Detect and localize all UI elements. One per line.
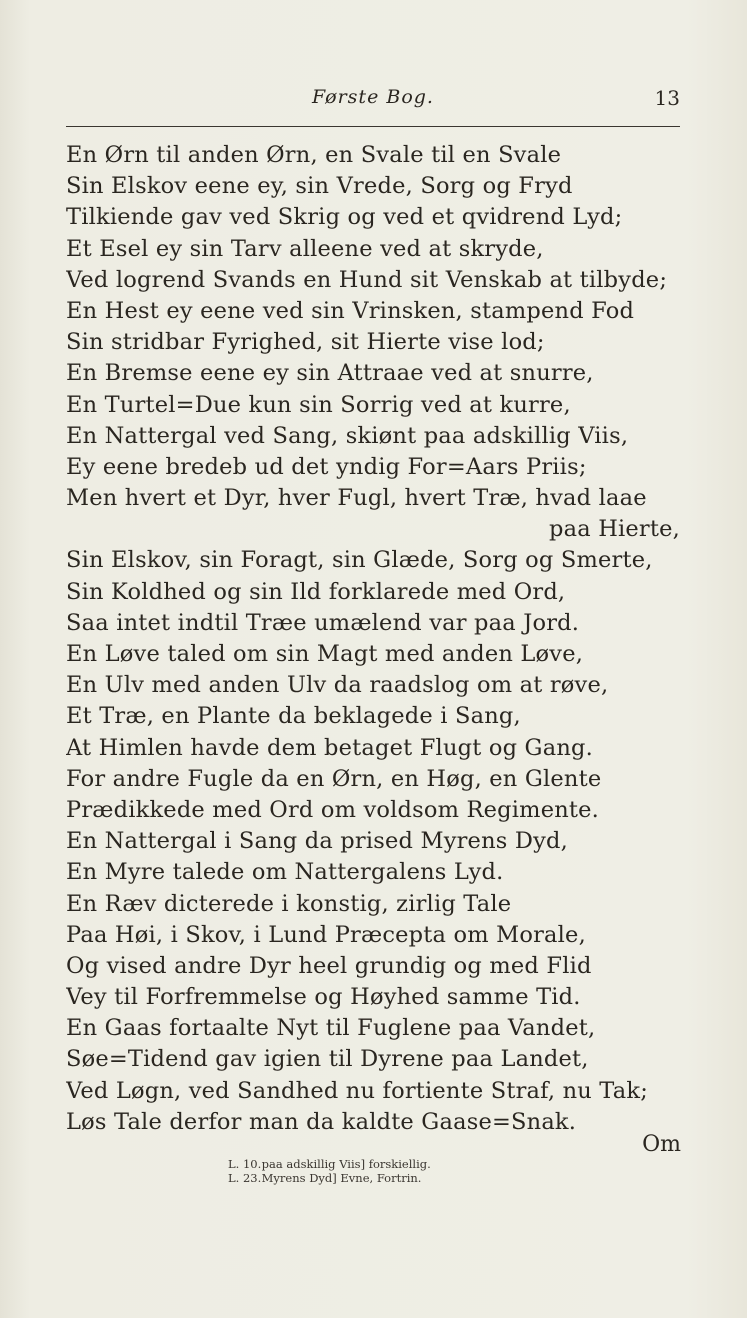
poem-line: Søe=Tidend gav igien til Dyrene paa Landet,	[66, 1046, 589, 1073]
footnote-ref: L. 23.	[228, 1171, 262, 1185]
poem-line: En Ulv med anden Ulv da raadslog om at røve,	[66, 672, 609, 699]
poem-line-continuation: paa Hierte,	[549, 516, 680, 543]
poem-line: En Løve taled om sin Magt med anden Løve,	[66, 641, 584, 667]
page-number: 13	[654, 86, 680, 110]
poem-line: Løs Tale derfor man da kaldte Gaase=Snak.	[66, 1108, 577, 1135]
footnote-ref: L. 10.	[228, 1157, 262, 1171]
poem-line: En Nattergal ved Sang, skiønt paa adskillig Viis,	[66, 422, 629, 449]
header-rule	[66, 126, 680, 127]
page-header	[66, 86, 680, 116]
poem-line: En Bremse eene ey sin Attraae ved at snurre,	[66, 360, 594, 387]
poem-line: Sin stridbar Fyrighed, sit Hierte vise lod;	[66, 329, 545, 356]
poem-line: Saa intet indtil Træe umælend var paa Jord.	[66, 609, 580, 636]
poem-line: Sin Koldhed og sin Ild forklarede med Ord,	[66, 578, 566, 605]
footnote	[228, 1171, 548, 1185]
footnote	[228, 1157, 548, 1171]
poem-line: Et Træ, en Plante da beklagede i Sang,	[66, 703, 521, 730]
poem-line: Ey eene bredeb ud det yndig For=Aars Priis;	[66, 453, 587, 480]
catchword: Om	[642, 1132, 681, 1157]
poem-text	[66, 140, 680, 1138]
poem-line: En Turtel=Due kun sin Sorrig ved at kurre,	[66, 391, 571, 418]
poem-line: En Ræv dicterede i konstig, zirlig Tale	[66, 890, 512, 917]
poem-line: Paa Høi, i Skov, i Lund Præcepta om Morale,	[66, 921, 586, 948]
running-title: Første Bog.	[312, 86, 434, 108]
footnote-text: Myrens Dyd] Evne, Fortrin.	[261, 1171, 422, 1185]
poem-line: En Nattergal i Sang da prised Myrens Dyd,	[66, 828, 568, 855]
poem-line: For andre Fugle da en Ørn, en Høg, en Glente	[66, 765, 602, 792]
poem-line: Vey til Forfremmelse og Høyhed samme Tid.	[66, 984, 581, 1011]
poem-line: En Ørn til anden Ørn, en Svale til en Svale	[66, 142, 562, 168]
footnotes	[228, 1157, 548, 1185]
poem-line: En Gaas fortaalte Nyt til Fuglene paa Vandet,	[66, 1015, 596, 1042]
poem-line: At Himlen havde dem betaget Flugt og Gang.	[66, 734, 593, 761]
poem-line: En Myre talede om Nattergalens Lyd.	[66, 859, 504, 886]
poem-line: Ved logrend Svands en Hund sit Venskab at tilbyde;	[66, 266, 668, 293]
footnote-text: paa adskillig Viis] forskiellig.	[261, 1157, 431, 1171]
poem-line: Prædikkede med Ord om voldsom Regimente.	[66, 796, 600, 823]
poem-line: Sin Elskov, sin Foragt, sin Glæde, Sorg og Smerte,	[66, 547, 653, 574]
poem-line: Tilkiende gav ved Skrig og ved et qvidrend Lyd;	[66, 204, 623, 231]
poem-line: En Hest ey eene ved sin Vrinsken, stampend Fod	[66, 297, 635, 324]
poem-line: Men hvert et Dyr, hver Fugl, hvert Træ, hvad laae	[66, 485, 647, 512]
poem-line: Sin Elskov eene ey, sin Vrede, Sorg og Fryd	[66, 173, 573, 200]
poem-line: Et Esel ey sin Tarv alleene ved at skryde,	[66, 235, 544, 262]
poem-line: Ved Løgn, ved Sandhed nu fortiente Straf, nu Tak;	[66, 1077, 649, 1104]
poem-line: Og vised andre Dyr heel grundig og med Flid	[66, 952, 592, 979]
